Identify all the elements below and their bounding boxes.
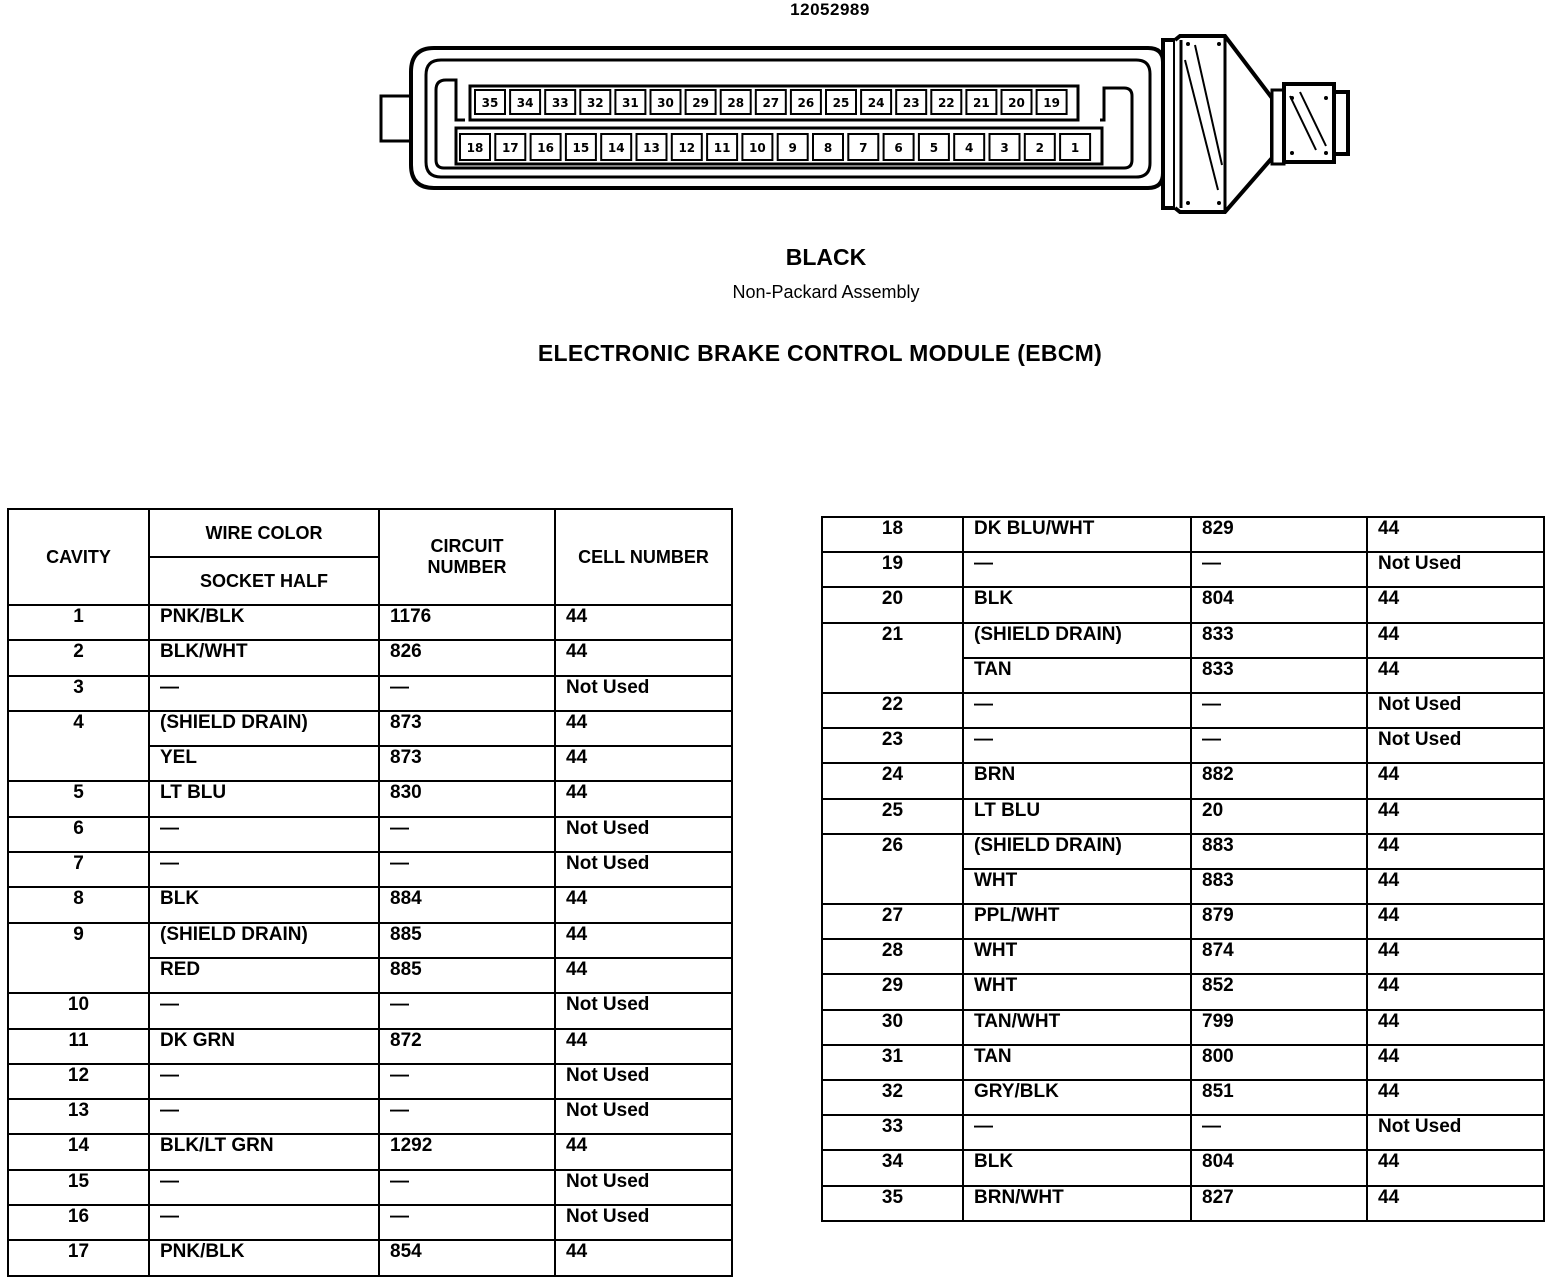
pin-label: 25 [832, 96, 850, 110]
table-row [8, 1170, 732, 1205]
wire-color-cell: — [963, 1115, 1191, 1150]
cavity-cell: 28 [822, 939, 963, 974]
header-wire-color: WIRE COLOR [149, 509, 379, 557]
wire-color-cell: — [149, 1099, 379, 1134]
cell-number-cell: 44 [555, 958, 732, 993]
cavity-cell: 15 [8, 1170, 149, 1205]
circuit-number-cell: — [379, 993, 555, 1028]
cavity-cell: 18 [822, 517, 963, 552]
cavity-cell: 29 [822, 974, 963, 1009]
circuit-number-cell: 799 [1191, 1010, 1367, 1045]
cavity-cell: 4 [8, 711, 149, 782]
wire-color-cell: BLK [149, 887, 379, 922]
cavity-cell: 23 [822, 728, 963, 763]
part-number: 12052989 [790, 0, 870, 19]
wire-color-cell: — [149, 676, 379, 711]
cavity-cell: 31 [822, 1045, 963, 1080]
table-row [822, 904, 1544, 939]
table-row [822, 623, 1544, 658]
circuit-number-cell: — [1191, 1115, 1367, 1150]
cell-number-cell: 44 [1367, 587, 1544, 622]
cavity-cell: 24 [822, 763, 963, 798]
cell-number-cell: 44 [1367, 1150, 1544, 1185]
circuit-number-cell: 872 [379, 1029, 555, 1064]
table-row [822, 1080, 1544, 1115]
cell-number-cell: 44 [555, 746, 732, 781]
cavity-cell: 14 [8, 1134, 149, 1169]
cavity-cell: 33 [822, 1115, 963, 1150]
assembly-label: Non-Packard Assembly [732, 282, 920, 302]
cavity-cell: 7 [8, 852, 149, 887]
pin-label: 31 [622, 96, 639, 110]
cell-number-cell: 44 [555, 781, 732, 816]
cell-number-cell: Not Used [1367, 1115, 1544, 1150]
cell-number-cell: 44 [1367, 1045, 1544, 1080]
table-row [822, 834, 1544, 869]
cable-clamp [1284, 84, 1334, 162]
circuit-number-cell: 883 [1191, 869, 1367, 904]
cell-number-cell: 44 [555, 640, 732, 675]
pin-label: 22 [937, 96, 955, 110]
wire-color-cell: — [149, 1064, 379, 1099]
circuit-number-cell: 879 [1191, 904, 1367, 939]
wire-color-cell: YEL [149, 746, 379, 781]
table-row [822, 763, 1544, 798]
cavity-cell: 30 [822, 1010, 963, 1045]
cell-number-cell: 44 [555, 1240, 732, 1275]
table-row [8, 852, 732, 887]
cavity-cell: 10 [8, 993, 149, 1028]
cavity-cell: 34 [822, 1150, 963, 1185]
pin-label: 20 [1008, 96, 1025, 110]
pin-label: 1 [1070, 141, 1080, 155]
pin-label: 18 [466, 141, 484, 155]
circuit-number-cell: 804 [1191, 587, 1367, 622]
table-row [822, 1150, 1544, 1185]
circuit-number-cell: — [1191, 552, 1367, 587]
table-row [8, 923, 732, 958]
pinout-table-right [821, 516, 1545, 1222]
table-row [822, 1115, 1544, 1150]
pin-label: 15 [572, 141, 590, 155]
cell-number-cell: Not Used [555, 1170, 732, 1205]
table-row [8, 887, 732, 922]
cavity-cell: 6 [8, 817, 149, 852]
pin-label: 29 [692, 96, 709, 110]
table-row [822, 728, 1544, 763]
module-title: ELECTRONIC BRAKE CONTROL MODULE (EBCM) [537, 340, 1103, 366]
wire-color-cell: — [963, 728, 1191, 763]
cavity-cell: 32 [822, 1080, 963, 1115]
cavity-cell: 21 [822, 623, 963, 693]
table-row [8, 640, 732, 675]
pin-label: 21 [973, 96, 990, 110]
circuit-number-cell: — [379, 1064, 555, 1099]
wire-color-cell: — [149, 817, 379, 852]
circuit-number-cell: — [1191, 693, 1367, 728]
wire-color-cell: (SHIELD DRAIN) [963, 623, 1191, 658]
wire-color-cell: BLK [963, 587, 1191, 622]
connector-collar [1163, 40, 1175, 208]
circuit-number-cell: — [379, 852, 555, 887]
cell-number-cell: 44 [1367, 799, 1544, 834]
table-row [8, 993, 732, 1028]
pin-label: 4 [965, 141, 974, 155]
circuit-number-cell: 873 [379, 746, 555, 781]
table-row [8, 781, 732, 816]
wire-color-cell: WHT [963, 869, 1191, 904]
wire-color-cell: — [149, 852, 379, 887]
pin-label: 30 [657, 96, 674, 110]
connector-color: BLACK [785, 244, 867, 270]
pin-label: 13 [643, 141, 660, 155]
header-socket-half: SOCKET HALF [149, 557, 379, 605]
pin-label: 34 [516, 96, 534, 110]
circuit-number-cell: 852 [1191, 974, 1367, 1009]
wire-color-cell: GRY/BLK [963, 1080, 1191, 1115]
cavity-cell: 2 [8, 640, 149, 675]
cell-number-cell: 44 [1367, 834, 1544, 869]
pin-label: 27 [762, 96, 780, 110]
wire-color-cell: BLK/WHT [149, 640, 379, 675]
wire-color-cell: DK BLU/WHT [963, 517, 1191, 552]
cavity-cell: 17 [8, 1240, 149, 1275]
header-cavity: CAVITY [8, 509, 149, 605]
circuit-number-cell: 874 [1191, 939, 1367, 974]
table-row [822, 552, 1544, 587]
pin-label: 24 [867, 96, 885, 110]
table-row [822, 799, 1544, 834]
cell-number-cell: 44 [555, 711, 732, 746]
wire-color-cell: — [149, 1205, 379, 1240]
circuit-number-cell: 1176 [379, 605, 555, 640]
cell-number-cell: Not Used [555, 1099, 732, 1134]
table-row [8, 1205, 732, 1240]
cell-number-cell: 44 [555, 605, 732, 640]
pin-label: 17 [501, 141, 519, 155]
table-row [8, 1029, 732, 1064]
circuit-number-cell: 829 [1191, 517, 1367, 552]
cavity-cell: 13 [8, 1099, 149, 1134]
table-row [822, 693, 1544, 728]
cell-number-cell: 44 [555, 1134, 732, 1169]
cell-number-cell: 44 [1367, 904, 1544, 939]
wire-color-cell: — [149, 993, 379, 1028]
pin-label: 35 [481, 96, 499, 110]
cavity-cell: 1 [8, 605, 149, 640]
pin-label: 2 [1035, 141, 1044, 155]
circuit-number-cell: 826 [379, 640, 555, 675]
wire-color-cell: LT BLU [149, 781, 379, 816]
pin-label: 16 [537, 141, 554, 155]
wire-color-cell: LT BLU [963, 799, 1191, 834]
table-row [8, 605, 732, 640]
cavity-cell: 9 [8, 923, 149, 994]
table-row [8, 1134, 732, 1169]
circuit-number-cell: 873 [379, 711, 555, 746]
pin-label: 12 [678, 141, 696, 155]
wire-color-cell: TAN [963, 658, 1191, 693]
circuit-number-cell: 885 [379, 923, 555, 958]
wire-color-cell: BLK/LT GRN [149, 1134, 379, 1169]
pin-row-top [475, 90, 1067, 114]
cell-number-cell: 44 [1367, 1186, 1544, 1221]
cavity-cell: 20 [822, 587, 963, 622]
wire-color-cell: WHT [963, 974, 1191, 1009]
connector-diagram [0, 0, 1552, 220]
pin-label: 32 [586, 96, 604, 110]
table-row [822, 1186, 1544, 1221]
circuit-number-cell: 884 [379, 887, 555, 922]
cavity-cell: 25 [822, 799, 963, 834]
cell-number-cell: 44 [1367, 658, 1544, 693]
table-row [822, 939, 1544, 974]
wire-color-cell: RED [149, 958, 379, 993]
wire-color-cell: PNK/BLK [149, 1240, 379, 1275]
cell-number-cell: Not Used [1367, 693, 1544, 728]
cell-number-cell: 44 [1367, 517, 1544, 552]
wire-color-cell: BRN [963, 763, 1191, 798]
wire-color-cell: TAN/WHT [963, 1010, 1191, 1045]
wire-color-cell: — [149, 1170, 379, 1205]
pin-label: 7 [859, 141, 868, 155]
circuit-number-cell: — [379, 1099, 555, 1134]
table-row [822, 587, 1544, 622]
pin-label: 5 [929, 141, 939, 155]
table-row [822, 1010, 1544, 1045]
cell-number-cell: 44 [1367, 1080, 1544, 1115]
cavity-cell: 27 [822, 904, 963, 939]
cell-number-cell: Not Used [1367, 552, 1544, 587]
cavity-cell: 26 [822, 834, 963, 904]
cell-number-cell: 44 [1367, 1010, 1544, 1045]
wire-color-cell: WHT [963, 939, 1191, 974]
circuit-number-cell: — [379, 1170, 555, 1205]
pin-label: 11 [713, 141, 731, 155]
pin-label: 28 [727, 96, 745, 110]
circuit-number-cell: — [379, 676, 555, 711]
wire-color-cell: (SHIELD DRAIN) [149, 711, 379, 746]
circuit-number-cell: 833 [1191, 658, 1367, 693]
cell-number-cell: 44 [1367, 869, 1544, 904]
wire-color-cell: BLK [963, 1150, 1191, 1185]
circuit-number-cell: 1292 [379, 1134, 555, 1169]
cell-number-cell: 44 [555, 923, 732, 958]
table-row [822, 517, 1544, 552]
cell-number-cell: 44 [1367, 763, 1544, 798]
wire-color-cell: PNK/BLK [149, 605, 379, 640]
pin-label: 14 [607, 141, 625, 155]
circuit-number-cell: — [1191, 728, 1367, 763]
header-circuit-number: CIRCUIT NUMBER [379, 509, 555, 605]
table-row [8, 1240, 732, 1275]
wire-color-cell: — [963, 693, 1191, 728]
cavity-cell: 5 [8, 781, 149, 816]
cavity-cell: 35 [822, 1186, 963, 1221]
pin-label: 19 [1043, 96, 1060, 110]
circuit-number-cell: 854 [379, 1240, 555, 1275]
pin-label: 10 [749, 141, 766, 155]
table-row [822, 974, 1544, 1009]
circuit-number-cell: 830 [379, 781, 555, 816]
wire-color-cell: TAN [963, 1045, 1191, 1080]
table-row [8, 676, 732, 711]
wire-color-cell: (SHIELD DRAIN) [149, 923, 379, 958]
cell-number-cell: Not Used [555, 1064, 732, 1099]
pin-label: 33 [551, 96, 569, 110]
cavity-cell: 22 [822, 693, 963, 728]
cavity-cell: 3 [8, 676, 149, 711]
circuit-number-cell: 851 [1191, 1080, 1367, 1115]
circuit-number-cell: — [379, 1205, 555, 1240]
cell-number-cell: Not Used [555, 852, 732, 887]
pin-label: 23 [902, 96, 920, 110]
connector-latch [381, 96, 411, 141]
circuit-number-cell: — [379, 817, 555, 852]
cavity-cell: 8 [8, 887, 149, 922]
table-row [8, 711, 732, 746]
wire-color-cell: BRN/WHT [963, 1186, 1191, 1221]
circuit-number-cell: 883 [1191, 834, 1367, 869]
circuit-number-cell: 833 [1191, 623, 1367, 658]
pinout-table-left [7, 508, 733, 1277]
cell-number-cell: 44 [1367, 939, 1544, 974]
pin-label: 9 [788, 141, 797, 155]
cell-number-cell: Not Used [555, 817, 732, 852]
cell-number-cell: 44 [1367, 974, 1544, 1009]
cell-number-cell: 44 [555, 1029, 732, 1064]
cell-number-cell: Not Used [555, 993, 732, 1028]
pin-label: 26 [797, 96, 815, 110]
circuit-number-cell: 20 [1191, 799, 1367, 834]
table-row [8, 1064, 732, 1099]
table-row [8, 817, 732, 852]
cavity-cell: 11 [8, 1029, 149, 1064]
table-row [822, 1045, 1544, 1080]
cell-number-cell: 44 [555, 887, 732, 922]
pin-label: 8 [823, 141, 833, 155]
cell-number-cell: Not Used [1367, 728, 1544, 763]
circuit-number-cell: 800 [1191, 1045, 1367, 1080]
pin-label: 6 [894, 141, 903, 155]
cavity-cell: 12 [8, 1064, 149, 1099]
table-row [8, 1099, 732, 1134]
cell-number-cell: Not Used [555, 1205, 732, 1240]
circuit-number-cell: 885 [379, 958, 555, 993]
header-cell-number: CELL NUMBER [555, 509, 732, 605]
cavity-cell: 16 [8, 1205, 149, 1240]
wire-color-cell: DK GRN [149, 1029, 379, 1064]
circuit-number-cell: 882 [1191, 763, 1367, 798]
pin-label: 3 [1000, 141, 1009, 155]
circuit-number-cell: 827 [1191, 1186, 1367, 1221]
cavity-cell: 19 [822, 552, 963, 587]
circuit-number-cell: 804 [1191, 1150, 1367, 1185]
wire-color-cell: PPL/WHT [963, 904, 1191, 939]
cell-number-cell: Not Used [555, 676, 732, 711]
wire-color-cell: (SHIELD DRAIN) [963, 834, 1191, 869]
cell-number-cell: 44 [1367, 623, 1544, 658]
wire-color-cell: — [963, 552, 1191, 587]
